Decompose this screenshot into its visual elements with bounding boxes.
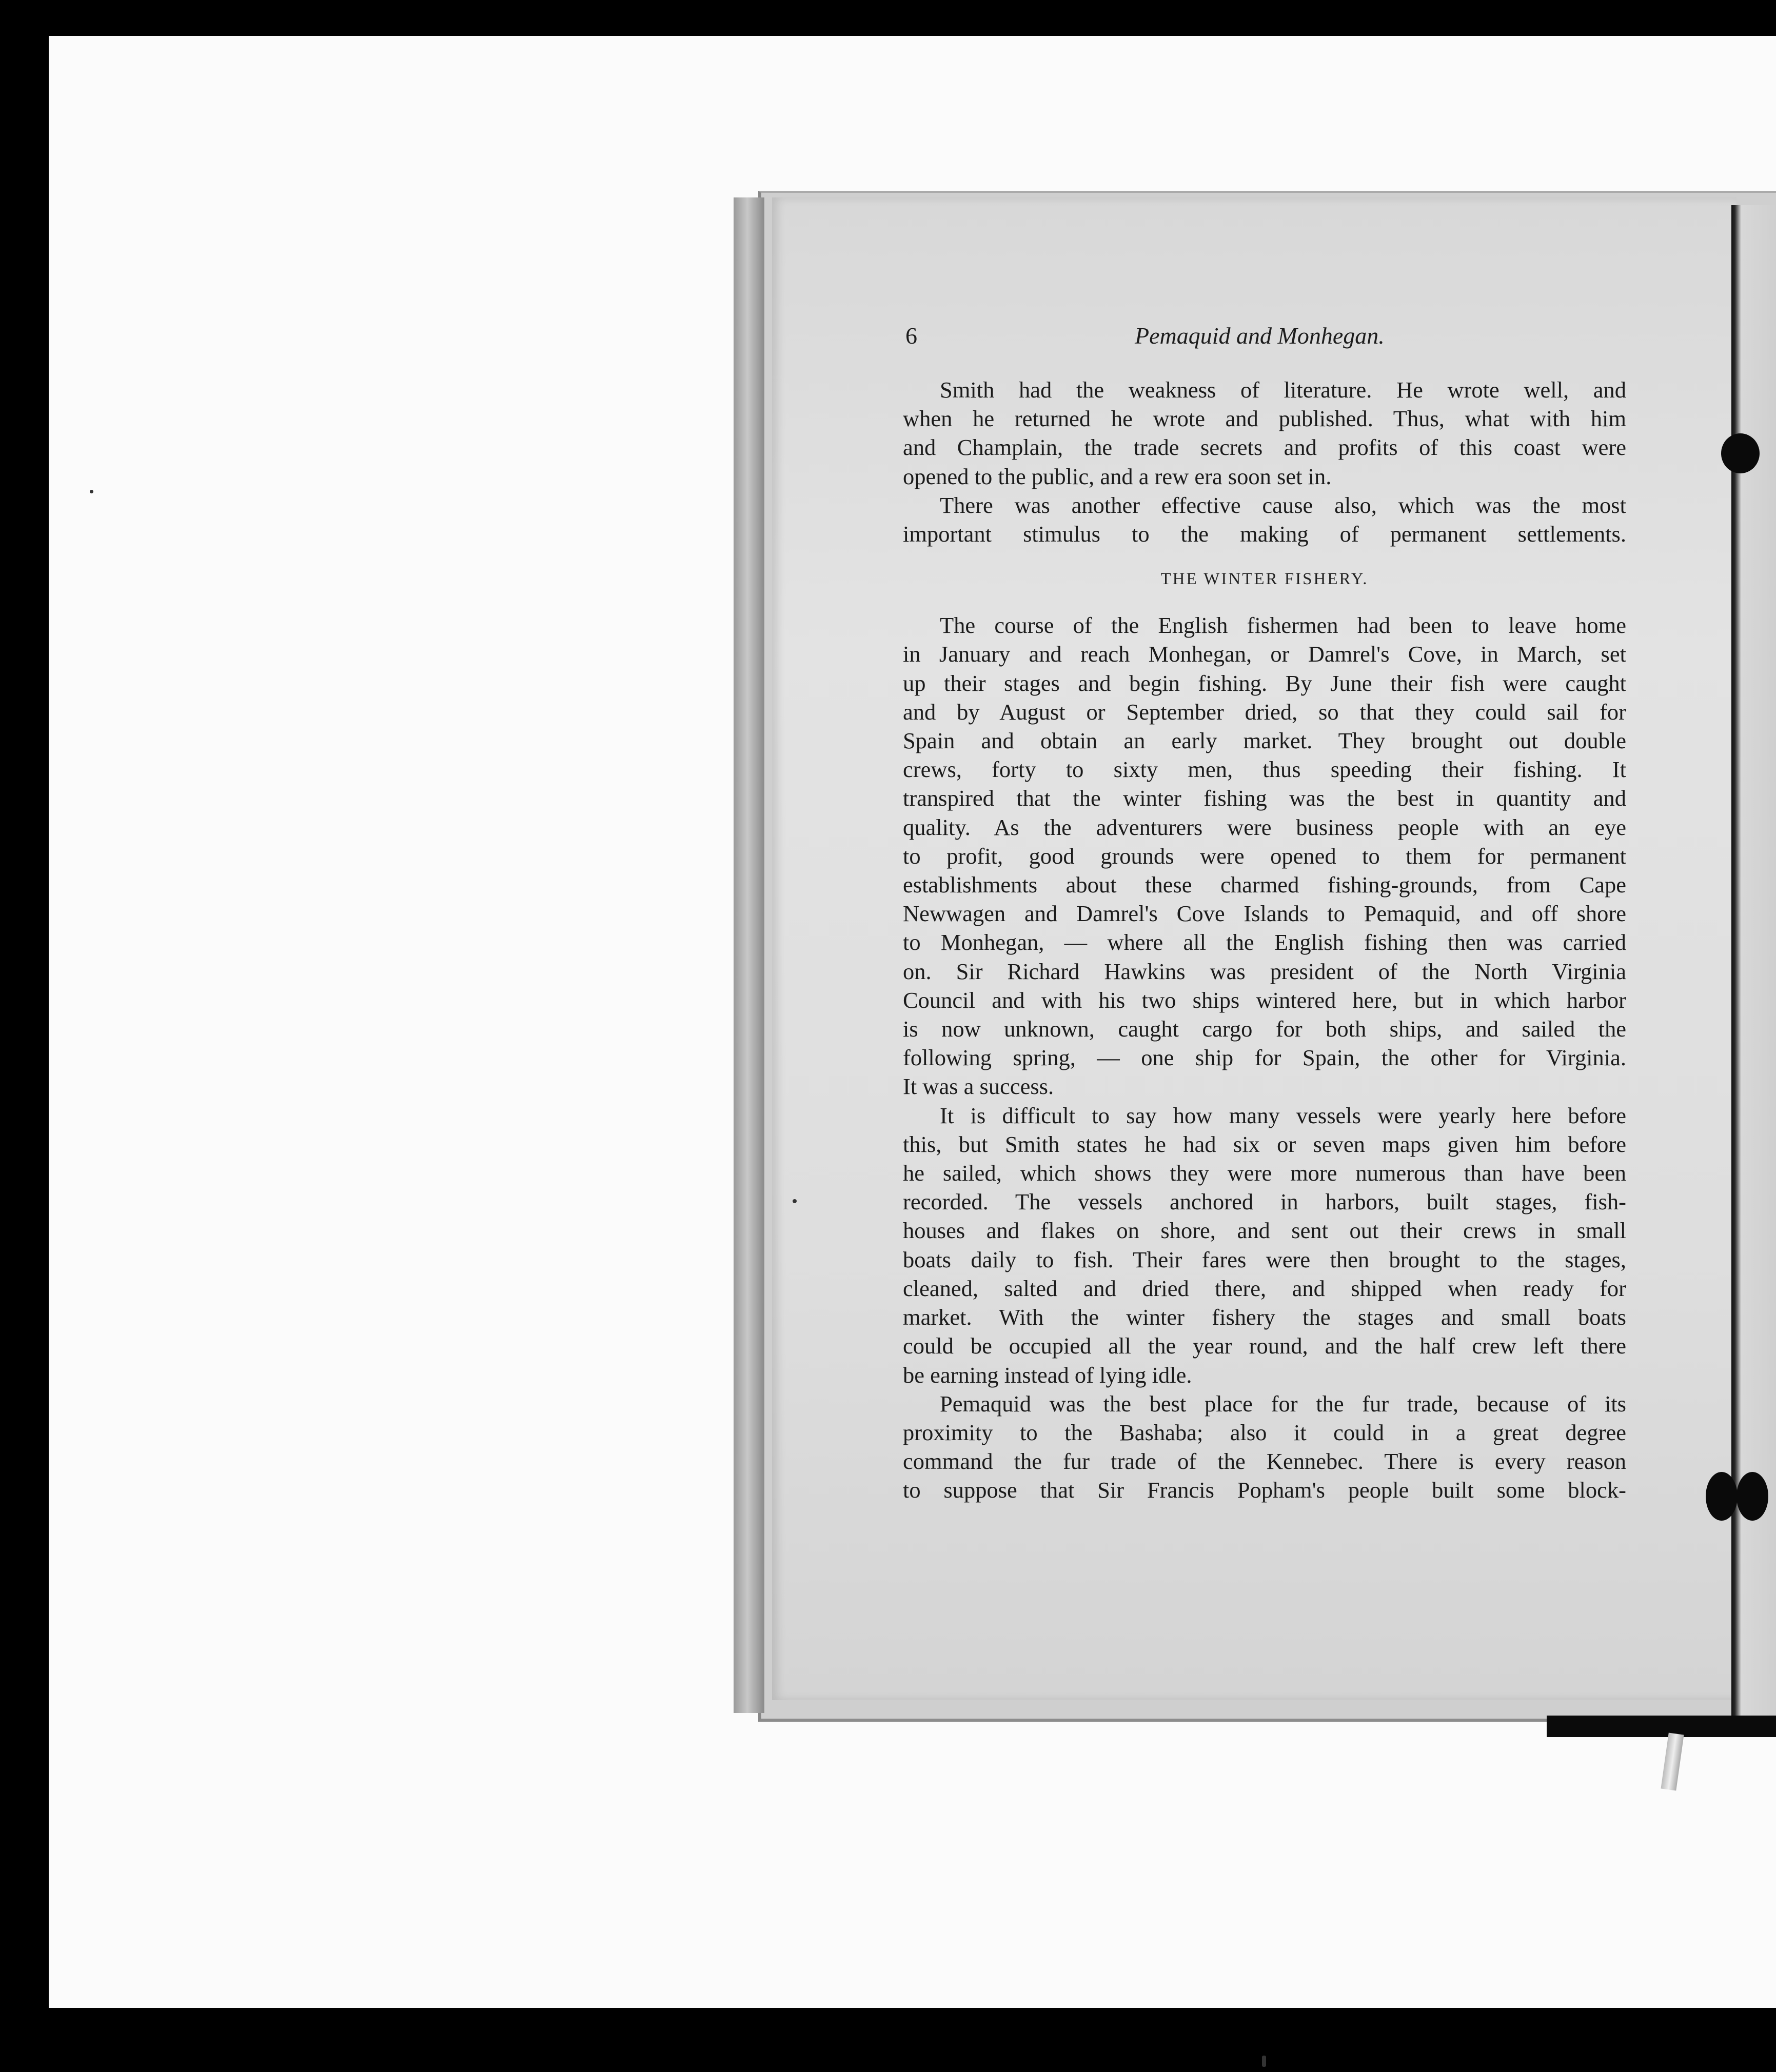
text-line: command the fur trade of the Kennebec. There is every reason xyxy=(903,1448,1626,1475)
text-line: establishments about these charmed fishing-grounds, from Cape xyxy=(903,872,1626,898)
text-line: following spring, — one ship for Spain, the other for Virginia. xyxy=(903,1045,1626,1071)
text-line: Spain and obtain an early market. They brought out double xyxy=(903,728,1626,754)
text-line: when he returned he wrote and published. Thus, what with him xyxy=(903,406,1626,432)
text-line: could be occupied all the year round, and the half crew left there xyxy=(903,1333,1626,1359)
text-line: and by August or September dried, so that they could sail for xyxy=(903,699,1626,725)
text-line: It is difficult to say how many vessels were yearly here before xyxy=(940,1102,1626,1128)
text-line: Council and with his two ships wintered here, but in which harbor xyxy=(903,987,1626,1013)
text-line: proximity to the Bashaba; also it could in a great degree xyxy=(903,1419,1626,1445)
text-line: on. Sir Richard Hawkins was president of the North Virginia xyxy=(903,958,1626,984)
text-line: boats daily to fish. Their fares were then brought to the stages, xyxy=(903,1246,1626,1272)
paragraph xyxy=(903,375,1626,491)
text-line: to Monhegan, — where all the English fishing then was carried xyxy=(903,929,1626,955)
text-line: important stimulus to the making of permanent settlements. xyxy=(903,521,1626,547)
text-line: to profit, good grounds were opened to them for permanent xyxy=(903,843,1626,869)
paragraph xyxy=(903,491,1626,548)
binding-hole-icon xyxy=(1706,1472,1738,1521)
section-heading: THE WINTER FISHERY. xyxy=(1160,570,1369,589)
page-body xyxy=(903,375,1626,1505)
text-line: market. With the winter fishery the stages and small boats xyxy=(903,1304,1626,1330)
text-line: The course of the English fishermen had been to leave home xyxy=(940,612,1626,639)
text-line: Newwagen and Damrel's Cove Islands to Pemaquid, and off shore xyxy=(903,901,1626,927)
text-line: Smith had the weakness of literature. He wrote well, and xyxy=(940,377,1626,403)
text-line: transpired that the winter fishing was the best in quantity and xyxy=(903,785,1626,811)
scan-speck xyxy=(90,490,93,493)
text-line: this, but Smith states he had six or seven maps given him before xyxy=(903,1131,1626,1157)
text-line: There was another effective cause also, which was the most xyxy=(940,492,1626,518)
text-line: be earning instead of lying idle. xyxy=(903,1362,1192,1388)
text-line: up their stages and begin fishing. By June their fish were caught xyxy=(903,670,1626,696)
text-line: to suppose that Sir Francis Popham's people built some block- xyxy=(903,1477,1626,1503)
text-line: and Champlain, the trade secrets and profits of this coast were xyxy=(903,434,1626,461)
text-line: It was a success. xyxy=(903,1073,1054,1100)
paragraph xyxy=(903,611,1626,1101)
binding-hole-icon xyxy=(1736,1472,1768,1521)
paragraph xyxy=(903,1389,1626,1505)
running-title: Pemaquid and Monhegan. xyxy=(1135,323,1385,349)
scan-speck xyxy=(1262,2056,1266,2067)
scan-speck xyxy=(793,1199,797,1203)
text-line: crews, forty to sixty men, thus speeding their fishing. It xyxy=(903,756,1626,783)
text-line: opened to the public, and a rew era soon set in. xyxy=(903,463,1332,489)
text-line: Pemaquid was the best place for the fur trade, because of its xyxy=(940,1390,1626,1417)
text-line: is now unknown, caught cargo for both ships, and sailed the xyxy=(903,1016,1626,1042)
book-spine xyxy=(734,197,764,1713)
text-line: he sailed, which shows they were more numerous than have been xyxy=(903,1160,1626,1186)
cover-edge xyxy=(1547,1716,1776,1737)
text-line: in January and reach Monhegan, or Damrel's Cove, in March, set xyxy=(903,641,1626,667)
binding-hole-icon xyxy=(1721,433,1760,473)
page-number: 6 xyxy=(905,323,917,349)
text-line: quality. As the adventurers were business people with an eye xyxy=(903,814,1626,840)
text-line: houses and flakes on shore, and sent out their crews in small xyxy=(903,1218,1626,1244)
paragraph xyxy=(903,1101,1626,1389)
text-line: recorded. The vessels anchored in harbors, built stages, fish- xyxy=(903,1189,1626,1215)
text-line: cleaned, salted and dried there, and shipped when ready for xyxy=(903,1275,1626,1301)
